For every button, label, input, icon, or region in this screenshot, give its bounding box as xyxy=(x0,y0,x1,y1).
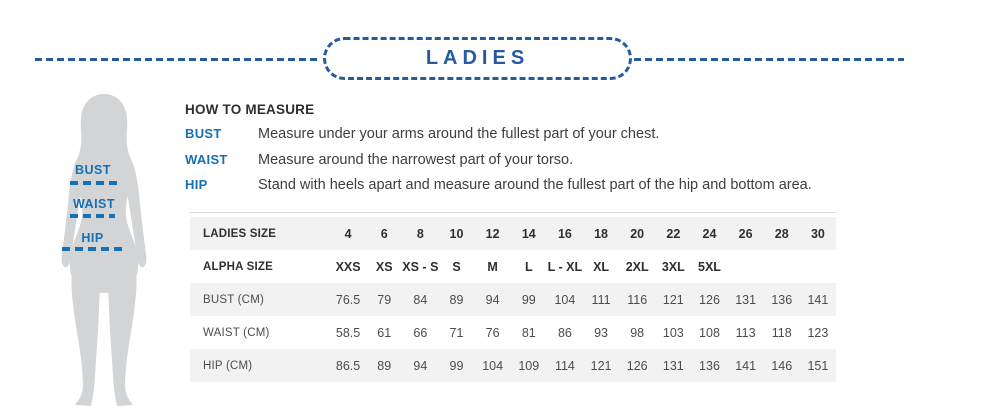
size-cell: 136 xyxy=(691,349,727,382)
size-cell: 28 xyxy=(764,217,800,250)
size-cell: L - XL xyxy=(547,259,583,274)
figure-waist-line xyxy=(70,214,115,218)
size-cell: 26 xyxy=(728,217,764,250)
size-cell xyxy=(728,250,764,283)
size-cell: 86.5 xyxy=(330,349,366,382)
figure-hip-line xyxy=(62,247,124,251)
size-cell: 89 xyxy=(366,349,402,382)
size-cell: 126 xyxy=(691,283,727,316)
measure-item-hip xyxy=(185,177,875,203)
table-row xyxy=(190,283,836,316)
measure-description: Measure around the narrowest part of your torso. xyxy=(258,151,574,168)
size-cell: 123 xyxy=(807,325,829,340)
size-cell: 141 xyxy=(728,349,764,382)
size-cell: S xyxy=(452,259,461,274)
size-cell: 141 xyxy=(800,283,836,316)
header-dash-right xyxy=(634,58,904,61)
row-label: LADIES SIZE xyxy=(190,217,330,250)
figure-bust-label: BUST xyxy=(74,163,112,177)
size-cell: 22 xyxy=(655,217,691,250)
table-row xyxy=(190,349,836,382)
ladies-badge xyxy=(323,37,632,80)
size-cell: 111 xyxy=(583,283,619,316)
row-label: WAIST (CM) xyxy=(203,326,270,339)
size-cell: 84 xyxy=(402,283,438,316)
size-cell: 14 xyxy=(511,217,547,250)
size-cell: 3XL xyxy=(661,259,685,274)
size-cell xyxy=(764,250,800,283)
table-row xyxy=(190,217,836,250)
size-cell: 99 xyxy=(438,349,474,382)
size-cell: 94 xyxy=(402,349,438,382)
size-cell: XS - S xyxy=(402,259,439,274)
size-cell: M xyxy=(487,259,498,274)
size-cell: 66 xyxy=(413,325,428,340)
size-cell: 71 xyxy=(449,325,464,340)
figure-waist-label: WAIST xyxy=(72,197,116,211)
size-cell: 126 xyxy=(619,349,655,382)
size-cell: 93 xyxy=(594,325,608,340)
size-cell: 16 xyxy=(547,217,583,250)
how-to-measure-title: HOW TO MEASURE xyxy=(185,102,315,117)
female-silhouette-icon xyxy=(53,92,153,412)
figure-hip-label: HIP xyxy=(81,231,104,245)
row-label: HIP (CM) xyxy=(190,349,330,382)
size-cell: 121 xyxy=(583,349,619,382)
size-cell: XS xyxy=(375,259,393,274)
size-cell: 5XL xyxy=(698,259,721,274)
size-cell: 131 xyxy=(655,349,691,382)
size-cell: 61 xyxy=(377,325,392,340)
size-cell: 76 xyxy=(485,325,500,340)
size-cell: 30 xyxy=(800,217,836,250)
size-cell: 109 xyxy=(511,349,547,382)
size-cell: 86 xyxy=(557,325,572,340)
size-cell xyxy=(800,250,836,283)
size-cell: 20 xyxy=(619,217,655,250)
table-row xyxy=(190,250,836,283)
size-cell: 113 xyxy=(735,325,756,340)
size-cell: XL xyxy=(593,259,610,274)
size-cell: 98 xyxy=(630,325,645,340)
size-cell: 12 xyxy=(475,217,511,250)
row-label: BUST (CM) xyxy=(190,283,330,316)
size-cell: 79 xyxy=(366,283,402,316)
table-row xyxy=(190,316,836,349)
size-cell: 58.5 xyxy=(335,325,361,340)
size-cell: 131 xyxy=(728,283,764,316)
size-cell: 114 xyxy=(547,349,583,382)
size-table xyxy=(190,217,836,382)
size-table-section xyxy=(190,212,836,382)
measure-description: Stand with heels apart and measure around the fullest part of the hip and bottom area. xyxy=(258,177,812,193)
size-cell: L xyxy=(524,259,533,274)
size-cell: 136 xyxy=(764,283,800,316)
size-cell: 81 xyxy=(521,325,536,340)
measure-label: BUST xyxy=(185,126,222,141)
size-cell: 94 xyxy=(475,283,511,316)
measure-label: HIP xyxy=(185,177,208,192)
size-cell: 99 xyxy=(511,283,547,316)
size-cell: 18 xyxy=(583,217,619,250)
row-label: ALPHA SIZE xyxy=(203,260,273,273)
size-cell: 8 xyxy=(402,217,438,250)
size-cell: XXS xyxy=(335,259,361,274)
header-dash-left xyxy=(35,58,321,61)
size-cell: 118 xyxy=(771,325,792,340)
size-cell: 146 xyxy=(764,349,800,382)
size-cell: 2XL xyxy=(625,259,649,274)
size-cell: 76.5 xyxy=(330,283,366,316)
size-cell: 89 xyxy=(438,283,474,316)
measure-label: WAIST xyxy=(185,151,228,167)
size-cell: 104 xyxy=(475,349,511,382)
measure-item-waist xyxy=(185,152,875,178)
size-cell: 103 xyxy=(662,325,684,340)
size-cell: 104 xyxy=(547,283,583,316)
measure-item-bust xyxy=(185,126,875,152)
measurement-figure xyxy=(53,92,153,412)
size-cell: 24 xyxy=(691,217,727,250)
page-title: LADIES xyxy=(425,47,530,69)
size-cell: 116 xyxy=(619,283,655,316)
size-cell: 108 xyxy=(699,325,720,340)
size-cell: 6 xyxy=(366,217,402,250)
figure-bust-line xyxy=(70,181,119,185)
measure-description: Measure under your arms around the fullest part of your chest. xyxy=(258,126,660,142)
size-cell: 151 xyxy=(800,349,836,382)
size-cell: 10 xyxy=(438,217,474,250)
size-cell: 4 xyxy=(330,217,366,250)
how-to-measure-section xyxy=(185,102,875,203)
size-cell: 121 xyxy=(655,283,691,316)
